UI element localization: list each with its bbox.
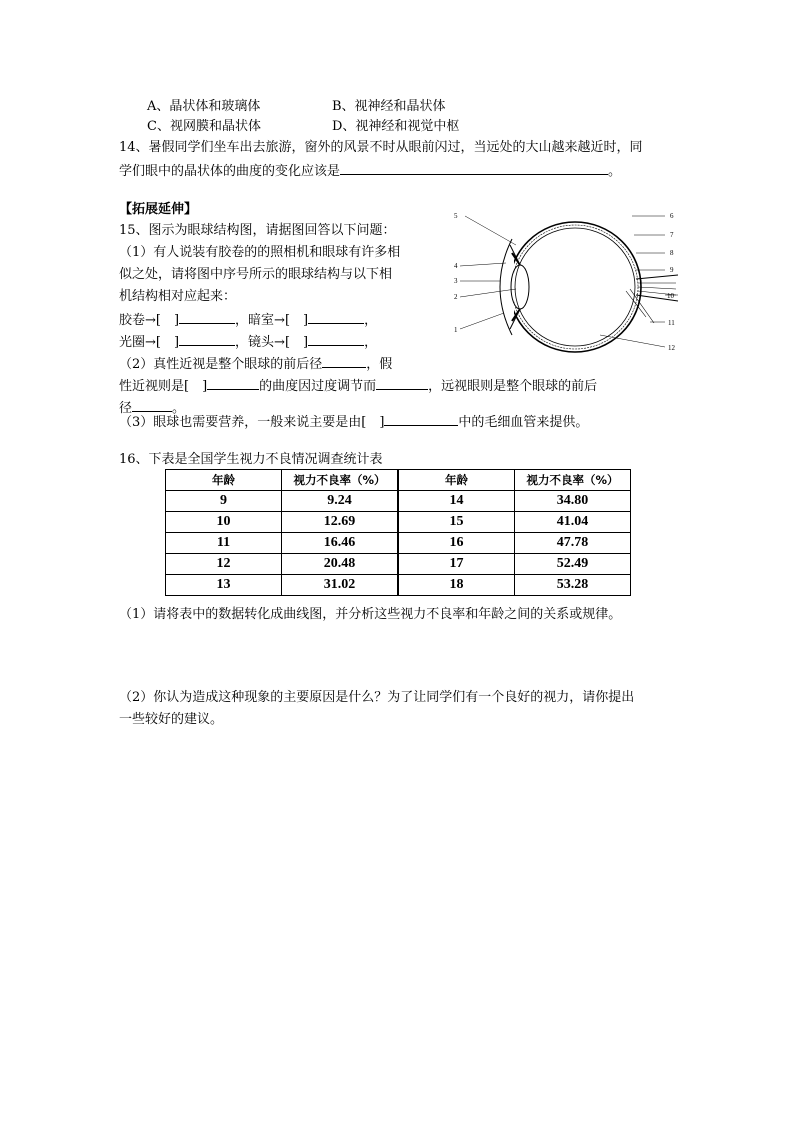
q15-film-darkroom: 胶卷→[ ] ，暗室→[ ] ， [119,309,377,331]
table-row [166,554,631,575]
table-cell: 9.24 [282,491,399,512]
q15-p2-line2: 性近视则是[ ] 的曲度因过度调节而 ，远视眼则是整个眼球的前后 [119,375,597,397]
q16-sub2-line1: （2）你认为造成这种现象的主要原因是什么？为了让同学们有一个良好的视力，请你提出 [119,690,635,705]
table-cell: 9 [166,491,282,512]
diagram-label: 7 [670,231,674,239]
q16-sub2-line2: 一些较好的建议。 [119,712,224,727]
diagram-label: 10 [667,292,674,300]
table-cell: 41.04 [515,512,631,533]
table-cell: 10 [166,512,282,533]
table-cell: 15 [398,512,515,533]
answer-blank[interactable] [207,375,259,390]
q15-intro: 15、图示为眼球结构图，请据图回答以下问题： [119,223,396,238]
q16-sub1: （1）请将表中的数据转化成曲线图，并分析这些视力不良率和年龄之间的关系或规律。 [119,607,622,622]
option-b: B、视神经和晶状体 [332,99,446,114]
answer-blank[interactable] [179,331,235,346]
header-cell: 年龄 [398,470,515,491]
option-a: A、晶状体和玻璃体 [147,99,261,114]
diagram-label: 8 [670,249,674,257]
table-cell: 47.78 [515,533,631,554]
diagram-label: 1 [454,326,458,334]
table-cell: 13 [166,575,282,596]
q16-title: 16、下表是全国学生视力不良情况调查统计表 [119,452,383,467]
q15-p2-line3: 径 。 [119,397,185,419]
answer-blank[interactable] [179,309,235,324]
table-cell: 53.28 [515,575,631,596]
answer-blank[interactable] [132,397,172,412]
table-cell: 20.48 [282,554,399,575]
diagram-label: 12 [668,344,675,352]
q15-p1-line2: 似之处，请将图中序号所示的眼球结构与以下相 [119,267,393,282]
q15-p1-line1: （1）有人说装有胶卷的的照相机和眼球有许多相 [119,245,401,260]
diagram-label: 3 [454,277,458,285]
table-cell: 12.69 [282,512,399,533]
table-row [166,575,631,596]
answer-blank[interactable] [376,375,428,390]
table-row [166,491,631,512]
diagram-label: 5 [454,212,458,220]
answer-blank[interactable] [384,411,458,426]
answer-blank[interactable] [340,160,608,175]
eyeball-diagram [450,205,690,365]
table-cell: 16 [398,533,515,554]
table-header-row [166,470,631,491]
table-row [166,512,631,533]
vision-stats-table [165,469,631,596]
answer-blank[interactable] [308,309,364,324]
table-cell: 31.02 [282,575,399,596]
q15-p3: （3）眼球也需要营养，一般来说主要是由[ ] 中的毛细血管来提供。 [119,411,588,433]
answer-blank[interactable] [322,353,366,368]
header-cell: 年龄 [166,470,282,491]
diagram-label: 4 [454,262,458,270]
table-cell: 34.80 [515,491,631,512]
option-c: C、视网膜和晶状体 [147,119,261,134]
q15-p1-line3: 机结构相对应起来： [119,289,237,304]
q15-aperture-lens: 光圈→[ ] ，镜头→[ ] ， [119,331,377,353]
table-cell: 52.49 [515,554,631,575]
q15-p2-line1: （2）真性近视是整个眼球的前后径 ，假 [119,353,392,375]
section-title: 【拓展延伸】 [119,202,198,217]
table-cell: 16.46 [282,533,399,554]
diagram-label: 11 [668,319,675,327]
header-cell: 视力不良率（%） [515,470,631,491]
diagram-label: 6 [670,212,674,220]
table-row [166,533,631,554]
option-d: D、视神经和视觉中枢 [332,119,460,134]
q14-line1: 14、暑假同学们坐车出去旅游，窗外的风景不时从眼前闪过，当远处的大山越来越近时，同 [119,140,643,155]
q14-line2: 学们眼中的晶状体的曲度的变化应该是 。 [119,160,621,182]
table-cell: 14 [398,491,515,512]
header-cell: 视力不良率（%） [282,470,399,491]
table-cell: 18 [398,575,515,596]
table-cell: 12 [166,554,282,575]
answer-blank[interactable] [308,331,364,346]
diagram-label: 9 [670,266,674,274]
table-cell: 11 [166,533,282,554]
table-cell: 17 [398,554,515,575]
diagram-label: 2 [454,293,458,301]
